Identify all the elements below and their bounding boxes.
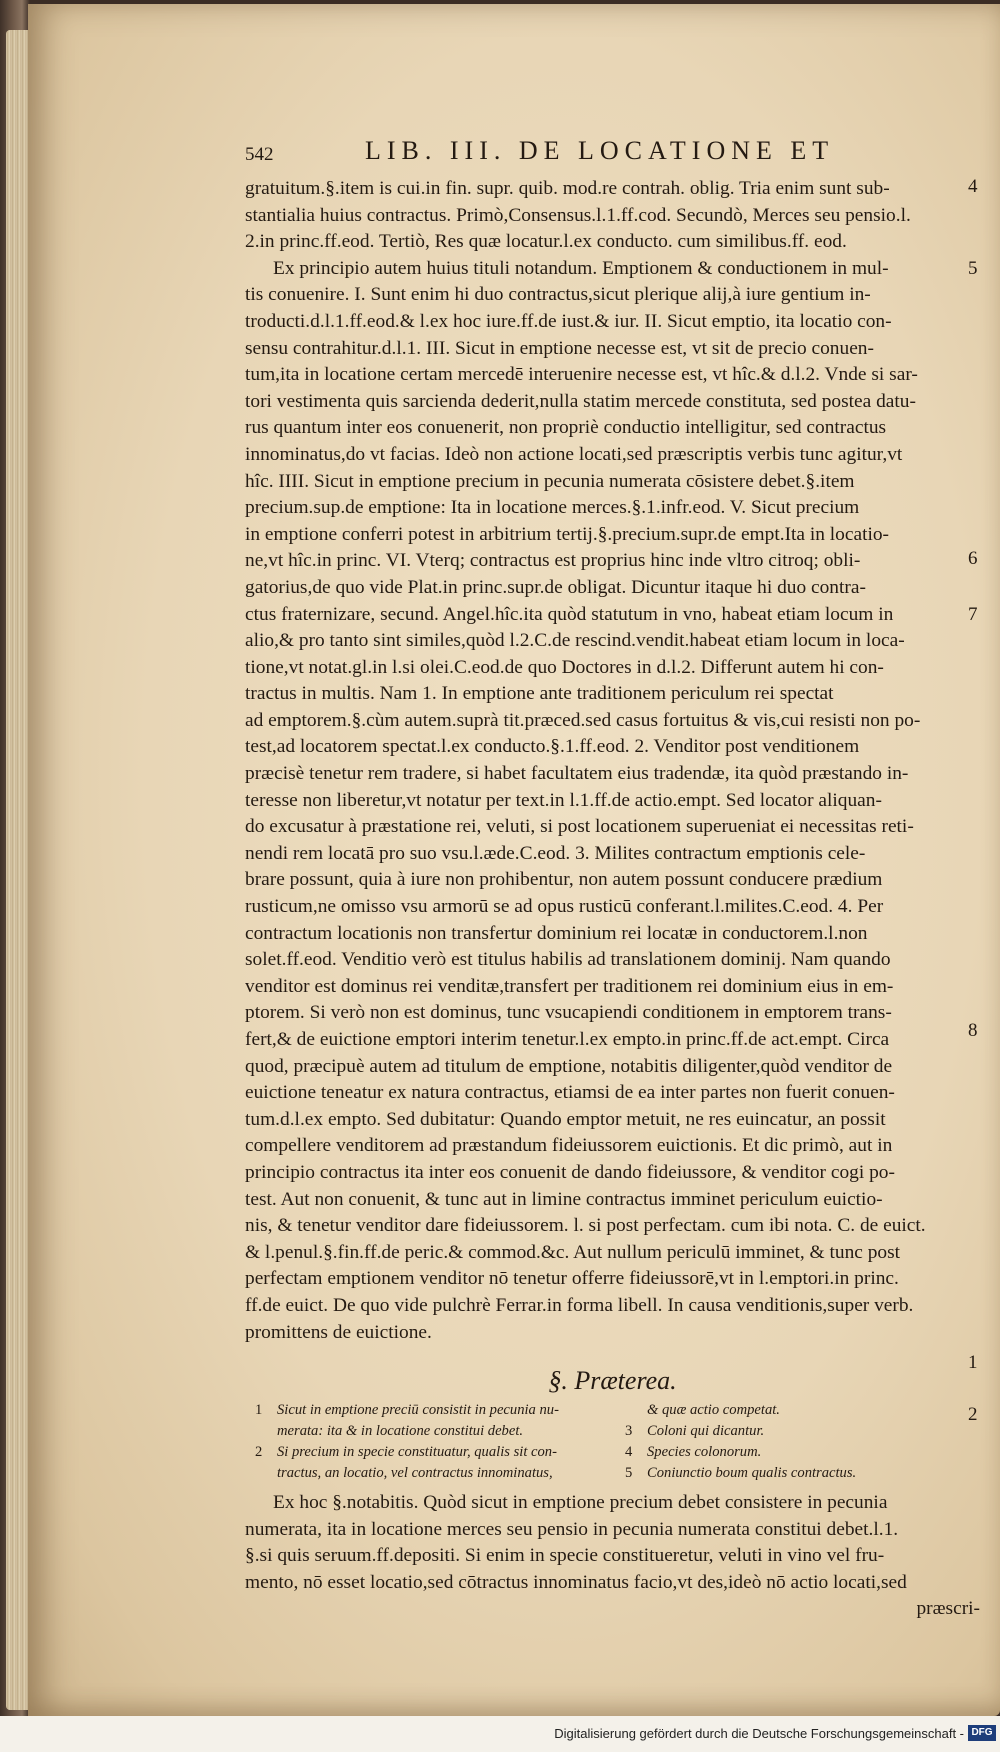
text-line: nendi rem locatā pro suo vsu.l.æde.C.eod. 3. Milites contractum emptionis cele-: [245, 842, 866, 864]
summary-item: [255, 1421, 559, 1442]
text-line: ne,vt hîc.in princ. VI. Vterq; contractus est proprius hinc inde vltro citroq; obli-: [245, 550, 861, 572]
text-line: tum.d.l.ex empto. Sed dubitatur: Quando emptor metuit, ne res euincatur, an possit: [245, 1108, 886, 1130]
text-line: ctus fraternizare, secund. Angel.hîc.ita quòd statutum in vno, habeat etiam locum in: [245, 603, 894, 625]
text-line: & l.penul.§.fin.ff.de peric.& commod.&c. Aut nullum periculū imminet, & tunc post: [245, 1241, 901, 1263]
text-line: rus quantum inter eos conuenerit, non propriè conductio intelligitur, sed contractus: [245, 417, 887, 439]
text-line: ad emptorem.§.cùm autem.suprà tit.præced.sed casus fortuitus & vis,cui resisti non po-: [245, 709, 921, 731]
text-line: test,ad locatorem spectat.l.ex conducto.§.1.ff.eod. 2. Venditor post venditionem: [245, 736, 860, 758]
summary-item-text: Si precium in specie constituatur, qualis sit con-: [277, 1444, 557, 1460]
text-line: rusticum,ne omisso vsu armorū se ad opus rusticū conferant.l.milites.C.eod. 4. Per: [245, 896, 884, 918]
text-line: gatorius,de quo vide Plat.in princ.supr.de obligat. Dicuntur itaque hi duo contra-: [245, 576, 866, 598]
summary-item-text: Species colonorum.: [647, 1444, 762, 1460]
text-line: §.si quis seruum.ff.depositi. Si enim in specie constitueretur, veluti in vino vel fru-: [245, 1545, 885, 1567]
summary-left-column: [255, 1400, 559, 1484]
text-line: gratuitum.§.item is cui.in fin. supr. quib. mod.re contrah. oblig. Tria enim sunt sub-: [245, 178, 890, 199]
text-line: in emptione conferri potest in arbitrium tertij.§.precium.supr.de empt.Ita in locatio-: [245, 523, 890, 545]
running-title: LIB. III. DE LOCATIONE ET: [365, 136, 835, 165]
margin-number: 4: [968, 176, 978, 197]
text-line: tione,vt notat.gl.in l.si olei.C.eod.de quo Doctores in d.l.2. Differunt autem hi con-: [245, 656, 884, 678]
summary-item-text: & quæ actio competat.: [647, 1402, 780, 1418]
summary-right-column: [625, 1400, 856, 1484]
dfg-logo: DFG: [968, 1725, 996, 1741]
section-title: §. Præterea.: [548, 1366, 677, 1395]
digitization-footer: [0, 1716, 1000, 1752]
summary-item-number: 5: [625, 1465, 633, 1481]
text-line: innominatus,do vt facias. Ideò non actione locati,sed præscriptis verbis tunc agitur,vt: [245, 443, 903, 465]
text-line: sensu contrahitur.d.l.1. III. Sicut in emptione necesse est, vt sit de precio conuen-: [245, 337, 874, 359]
summary-item: [255, 1400, 559, 1421]
text-line: stantialia huius contractus. Primò,Consensus.l.1.ff.cod. Secundò, Merces seu pensio.l.: [245, 204, 911, 226]
text-line: do excusatur à præstatione rei, veluti, si post locationem superueniat ei necessitas reti-: [245, 816, 914, 838]
summary-item-text: merata: ita & in locatione constitui debet.: [277, 1423, 524, 1439]
main-text: [245, 176, 980, 1346]
text-line: tum,ita in locatione certam mercedē interuenire necesse est, vt hîc.& d.l.2. Vnde si sar-: [245, 364, 918, 386]
text-line: ff.de euict. De quo vide pulchrè Ferrar.in forma libell. In causa venditionis,super verb.: [245, 1294, 914, 1316]
margin-number: 6: [968, 548, 978, 569]
summary-item-text: tractus, an locatio, vel contractus innominatus,: [277, 1465, 553, 1481]
text-line: alio,& pro tanto sint similes,quòd l.2.C.de rescind.vendit.habeat etiam locum in loca-: [245, 630, 905, 652]
text-line: euictione teneatur ex natura contractus, etiamsi de ea inter partes non fuerit conuen-: [245, 1082, 895, 1104]
footer-text: Digitalisierung gefördert durch die Deutsche Forschungsgemeinschaft -: [554, 1726, 964, 1741]
summary-item: [625, 1463, 856, 1484]
text-line: principio contractus ita inter eos conuenit de dando fideiussore, & venditor cogi po-: [245, 1161, 895, 1183]
text-line: hîc. IIII. Sicut in emptione precium in pecunia numerata cōsistere debet.§.item: [245, 470, 855, 492]
summary-item-text: Coniunctio boum qualis contractus.: [647, 1465, 857, 1481]
summary-item-number: 3: [625, 1423, 633, 1439]
text-line: nis, & tenetur venditor dare fideiussorem. l. si post perfectam. cum ibi nota. C. de euict.: [245, 1215, 926, 1237]
page-number: 542: [245, 144, 274, 165]
margin-number: 2: [968, 1404, 978, 1425]
text-line: tori vestimenta quis sarcienda dederit,nulla statim mercede constituta, sed postea datu-: [245, 390, 916, 412]
text-line: test. Aut non conuenit, & tunc aut in limine contractus imminet periculum euictio-: [245, 1188, 883, 1210]
page-header: [245, 136, 980, 170]
catchword: præscri-: [916, 1598, 980, 1620]
text-line: Ex hoc §.notabitis. Quòd sicut in emptione precium debet consistere in pecunia: [273, 1492, 888, 1513]
text-line: contractum locationis non transfertur dominium rei locatæ in conductorem.l.non: [245, 922, 868, 944]
text-line: ptorem. Si verò non est dominus, tunc vsucapiendi conditionem in emptorem trans-: [245, 1002, 892, 1024]
text-line: mento, nō esset locatio,sed cōtractus innominatus facio,vt des,ideò nō actio locati,sed: [245, 1571, 907, 1593]
summary-item: [625, 1400, 856, 1421]
text-line: numerata, ita in locatione merces seu pensio in pecunia numerata constitui debet.l.1.: [245, 1518, 899, 1540]
text-line: perfectam emptionem venditor nō tenetur offerre fideiussorē,vt in l.emptori.in princ.: [245, 1268, 899, 1290]
margin-number: 5: [968, 258, 978, 279]
text-line: teresse non liberetur,vt notatur per text.in l.1.ff.de actio.empt. Sed locator aliquan-: [245, 789, 882, 811]
text-line: tractus in multis. Nam 1. In emptione ante traditionem periculum rei spectat: [245, 683, 834, 705]
summary-item-text: Sicut in emptione preciū consistit in pecunia nu-: [277, 1402, 559, 1418]
text-line: compellere venditorem ad præstandum fideiussorem euictionis. Et dic primò, aut in: [245, 1135, 893, 1157]
margin-number: 8: [968, 1020, 978, 1041]
text-line: præcisè tenetur rem tradere, si habet facultatem eius tradendæ, ita quòd præstando in-: [245, 763, 909, 785]
summary-item: [255, 1463, 559, 1484]
summary-item-number: 4: [625, 1444, 633, 1460]
summary-item: [255, 1442, 559, 1463]
summary-item-number: 1: [255, 1402, 263, 1418]
text-line: 2.in princ.ff.eod. Tertiò, Res quæ locatur.l.ex conducto. cum similibus.ff. eod.: [245, 231, 847, 253]
text-line: solet.ff.eod. Venditio verò est titulus habilis ad translationem dominij. Nam quando: [245, 949, 891, 971]
margin-number: 7: [968, 604, 978, 625]
text-line: brare possunt, quia à iure non prohibentur, non autem possunt conducere prædium: [245, 869, 883, 891]
text-line: fert,& de euictione emptori interim tenetur.l.ex empto.in princ.ff.de act.empt. Circa: [245, 1029, 890, 1050]
summary-item: [625, 1442, 856, 1463]
text-line: quod, præcipuè autem ad titulum de emptione, notabitis diligenter,quòd venditor de: [245, 1055, 893, 1077]
margin-number: 1: [968, 1352, 978, 1373]
text-line: Ex principio autem huius tituli notandum. Emptionem & conductionem in mul-: [273, 257, 889, 279]
summary-item-number: 2: [255, 1444, 263, 1460]
text-line: troducti.d.l.1.ff.eod.& l.ex hoc iure.ff.de iust.& iur. II. Sicut emptio, ita locatio con-: [245, 310, 892, 332]
summary-item-text: Coloni qui dicantur.: [647, 1423, 765, 1439]
text-line: promittens de euictione.: [245, 1321, 432, 1343]
summary-item: [625, 1421, 856, 1442]
text-line: venditor est dominus rei venditæ,transfert per traditionem rei dominium eius in em-: [245, 975, 894, 997]
text-line: tis conuenire. I. Sunt enim hi duo contractus,sicut plerique alij,à iure gentium in-: [245, 284, 871, 306]
section-text: [245, 1490, 980, 1623]
text-line: precium.sup.de emptione: Ita in locatione merces.§.1.infr.eod. V. Sicut precium: [245, 497, 860, 519]
